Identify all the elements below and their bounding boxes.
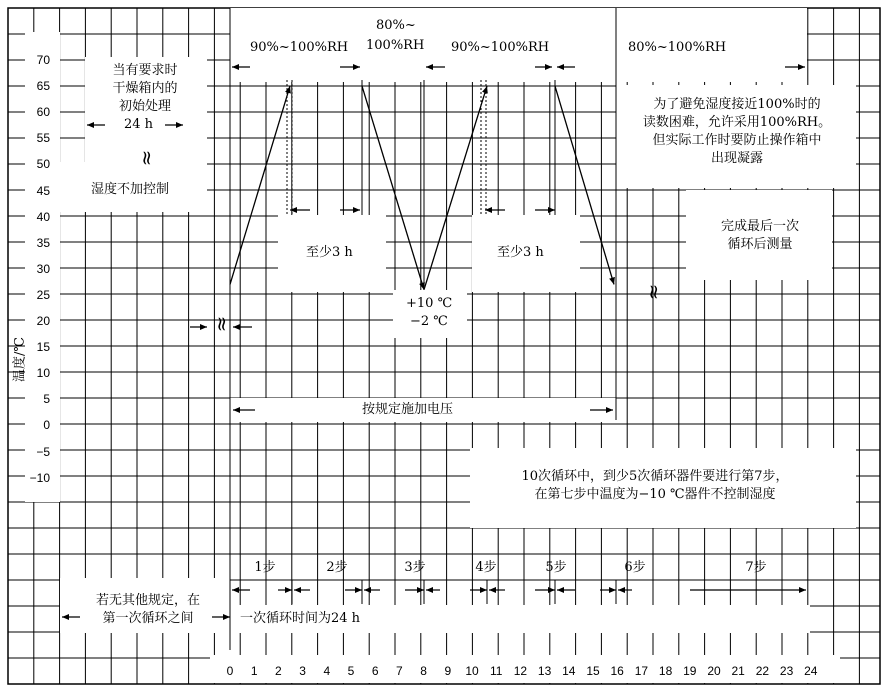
hold-note-1: 至少3 h: [306, 245, 353, 260]
step-label-7: 7步: [745, 560, 767, 575]
x-tick-label: 22: [755, 664, 770, 678]
y-tick-label: 50: [36, 157, 50, 172]
x-tick-label: 15: [586, 664, 600, 678]
x-tick-label: 2: [275, 664, 282, 678]
y-tick-label: 55: [36, 131, 50, 146]
humidity-label-4: 80%~100%RH: [628, 40, 727, 55]
y-tick-label: −10: [29, 470, 50, 485]
x-tick-label: 16: [610, 664, 624, 678]
humidity-label-2b: 100%RH: [366, 38, 425, 53]
x-tick-label: 23: [779, 664, 794, 678]
y-tick-label: 0: [43, 418, 50, 433]
x-tick-label: 10: [465, 664, 479, 678]
avoid-condensation-note: 为了避免湿度接近100%时的 读数困难，允许采用100%RH。 但实际工作时要防止操作箱中 出现凝露: [642, 97, 832, 166]
curve-fall-2: [555, 86, 614, 284]
step7-note: 10次循环中，到少5次循环器件要进行第7步， 在第七步中温度为−10 ℃器件不控制湿度: [521, 469, 789, 502]
humidity-label-2a: 80%~: [376, 18, 416, 33]
predry-note: 当有要求时 干燥箱内的 初始处理: [112, 63, 178, 114]
humidity-label-1: 90%~100%RH: [250, 40, 349, 55]
first-cycle-note: 若无其他规定，在 第一次循环之间: [95, 593, 200, 626]
step-label-2: 2步: [326, 560, 348, 575]
step-label-3: 3步: [404, 560, 426, 575]
y-tick-label: 70: [36, 53, 50, 67]
wavy-symbol-2: ≈: [210, 315, 235, 333]
x-tick-label: 9: [444, 664, 452, 678]
x-tick-label: 12: [513, 664, 528, 678]
x-tick-label: 14: [562, 664, 576, 678]
apply-voltage-note: 按规定施加电压: [362, 402, 454, 417]
step-label-6: 6步: [624, 560, 646, 575]
low-temp-line-1: +10 ℃: [406, 296, 453, 311]
y-tick-label: 20: [36, 314, 50, 328]
curve-rise-2: [424, 86, 487, 290]
y-tick-label: 5: [43, 392, 50, 407]
predry-duration: 24 h: [124, 117, 154, 132]
x-tick-label: 18: [658, 664, 673, 678]
low-temp-line-2: −2 ℃: [410, 314, 448, 329]
x-tick-label: 11: [489, 664, 503, 678]
hold-note-2: 至少3 h: [497, 245, 544, 260]
y-tick-label: 35: [36, 235, 50, 250]
x-tick-label: 8: [420, 664, 427, 678]
x-tick-label: 21: [731, 664, 745, 678]
x-tick-label: 3: [299, 664, 306, 678]
x-tick-label: 5: [347, 664, 355, 678]
step-label-1: 1步: [254, 560, 276, 575]
step-label-5: 5步: [545, 560, 567, 575]
y-tick-label: 25: [36, 287, 50, 302]
x-tick-label: 7: [396, 664, 403, 678]
y-tick-label: 15: [36, 340, 50, 355]
x-tick-label: 13: [537, 664, 552, 678]
x-tick-label: 19: [683, 664, 697, 678]
y-tick-label: 30: [36, 261, 50, 276]
y-tick-label: 60: [36, 105, 50, 120]
y-tick-label: −5: [36, 444, 50, 459]
cycle-time-note: 一次循环时间为24 h: [240, 611, 361, 626]
x-tick-label: 4: [323, 664, 331, 678]
curve-rise-1: [230, 86, 290, 284]
wavy-symbol-1: ≈: [135, 149, 160, 167]
no-humidity-control-note: 湿度不加控制: [91, 182, 170, 197]
x-tick-label: 1: [250, 664, 258, 678]
step-label-4: 4步: [475, 560, 497, 575]
x-tick-label: 6: [371, 664, 379, 678]
y-tick-label: 10: [36, 366, 50, 381]
curve-fall-1: [362, 86, 424, 290]
x-tick-label: 24: [804, 664, 818, 678]
x-tick-label: 17: [634, 664, 649, 678]
y-tick-label: 45: [36, 183, 50, 198]
y-tick-label: 65: [36, 79, 50, 94]
final-measure-note: 完成最后一次 循环后测量: [720, 219, 799, 252]
x-tick-label: 20: [707, 664, 721, 678]
y-axis-label: 温度/℃: [12, 337, 28, 382]
humidity-label-3: 90%~100%RH: [451, 40, 550, 55]
x-tick-label: 0: [226, 664, 234, 678]
wavy-symbol-3: ≈: [642, 283, 667, 301]
y-tick-label: 40: [36, 209, 50, 224]
